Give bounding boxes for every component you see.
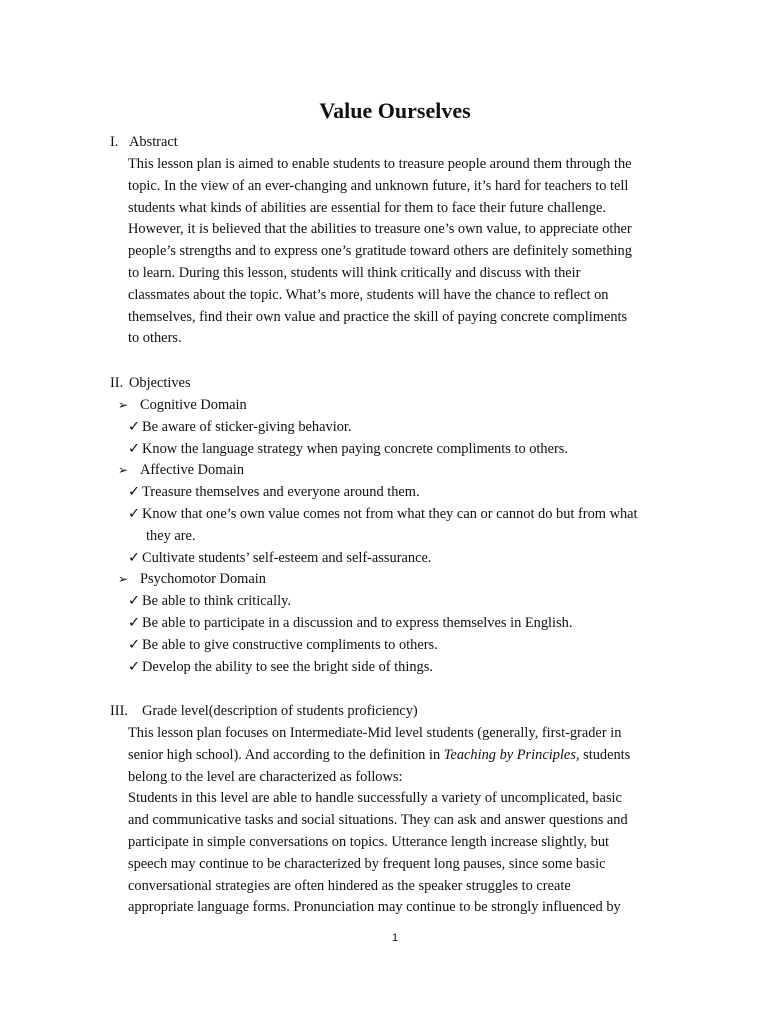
objective-item	[118, 504, 638, 526]
objective-item	[118, 439, 638, 461]
section-number: III.	[110, 703, 128, 719]
objective-item	[118, 635, 638, 657]
objective-text: Know that one’s own value comes not from what they can or cannot do but from what	[142, 505, 638, 522]
abstract-paragraph	[128, 154, 688, 350]
section-title: Objectives	[129, 375, 191, 391]
page-number: 1	[391, 932, 399, 944]
paragraph-line: to others.	[128, 330, 182, 347]
objective-text: Develop the ability to see the bright side of things.	[142, 658, 433, 675]
paragraph-line: However, it is believed that the abilities to treasure one’s own value, to appreciate other	[128, 221, 632, 238]
paragraph-line: conversational strategies are often hindered as the speaker struggles to create	[128, 877, 571, 894]
paragraph-text: senior high school). And according to the definition in	[128, 746, 441, 763]
checkmark-icon: ✓	[128, 505, 141, 522]
objective-text: Know the language strategy when paying concrete compliments to others.	[142, 440, 568, 457]
objective-item	[118, 482, 638, 504]
objective-continuation: they are.	[146, 527, 196, 544]
paragraph-line: Students in this level are able to handle successfully a variety of uncomplicated, basic	[128, 790, 622, 807]
domain-item-affective	[118, 460, 638, 482]
section-heading-abstract	[110, 132, 178, 154]
objective-text: Be able to give constructive compliments to others.	[142, 636, 438, 653]
checkmark-icon: ✓	[128, 440, 141, 457]
objective-text: Cultivate students’ self-esteem and self-assurance.	[142, 549, 432, 566]
objective-text: Be able to participate in a discussion and to express themselves in English.	[142, 614, 573, 631]
domain-item-cognitive	[118, 395, 638, 417]
checkmark-icon: ✓	[128, 658, 141, 675]
checkmark-icon: ✓	[128, 636, 141, 653]
arrow-bullet-icon: ➢	[118, 463, 129, 478]
paragraph-line: belong to the level are characterized as follows:	[128, 768, 403, 785]
objective-text: Be able to think critically.	[142, 593, 291, 610]
checkmark-icon: ✓	[128, 549, 141, 566]
paragraph-line	[128, 745, 688, 767]
section-number: I.	[110, 134, 119, 150]
paragraph-line: and communicative tasks and social situations. They can ask and answer questions and	[128, 812, 628, 829]
section-heading-objectives	[110, 373, 191, 395]
paragraph-line: people’s strengths and to express one’s gratitude toward others are definitely something	[128, 243, 632, 260]
paragraph-line: to learn. During this lesson, students will think critically and discuss with their	[128, 264, 581, 281]
domain-label: Psychomotor Domain	[140, 571, 266, 588]
paragraph-line: appropriate language forms. Pronunciation may continue to be strongly influenced by	[128, 899, 621, 916]
domain-item-psychomotor	[118, 569, 638, 591]
arrow-bullet-icon: ➢	[118, 572, 129, 587]
objective-text: Be aware of sticker-giving behavior.	[142, 418, 352, 435]
paragraph-line: classmates about the topic. What’s more, students will have the chance to reflect on	[128, 286, 609, 303]
section-heading-grade-level	[110, 701, 418, 723]
objective-text: Treasure themselves and everyone around them.	[142, 484, 420, 501]
section-title: Grade level(description of students proficiency)	[142, 703, 418, 719]
paragraph-line: participate in simple conversations on topics. Utterance length increase slightly, but	[128, 833, 610, 850]
domain-label: Cognitive Domain	[140, 397, 247, 413]
objective-item	[118, 591, 638, 613]
objective-item	[118, 613, 638, 635]
paragraph-line: students what kinds of abilities are essential for them to face their future challenge.	[128, 199, 606, 216]
paragraph-line: speech may continue to be characterized by frequent long pauses, since some basic	[128, 855, 606, 872]
section-title: Abstract	[129, 134, 178, 150]
paragraph-line: This lesson plan focuses on Intermediate-Mid level students (generally, first-grader in	[128, 725, 622, 741]
section-number: II.	[110, 375, 124, 391]
checkmark-icon: ✓	[128, 614, 141, 631]
paragraph-line: themselves, find their own value and practice the skill of paying concrete compliments	[128, 308, 628, 325]
paragraph-line: topic. In the view of an ever-changing and unknown future, it’s hard for teachers to tell	[128, 177, 629, 194]
checkmark-icon: ✓	[128, 593, 141, 610]
paragraph-text: students	[579, 746, 631, 763]
book-title: Teaching by Principles,	[443, 746, 580, 763]
document-title: Value Ourselves	[319, 98, 471, 123]
objective-item	[118, 548, 638, 570]
paragraph-line: This lesson plan is aimed to enable students to treasure people around them through the	[128, 156, 632, 172]
checkmark-icon: ✓	[128, 418, 141, 435]
checkmark-icon: ✓	[128, 484, 141, 501]
domain-label: Affective Domain	[140, 462, 245, 479]
arrow-bullet-icon: ➢	[118, 398, 129, 412]
objective-item	[118, 657, 638, 679]
grade-level-paragraph	[128, 723, 688, 919]
objectives-list	[118, 395, 638, 678]
objective-item	[118, 417, 638, 439]
